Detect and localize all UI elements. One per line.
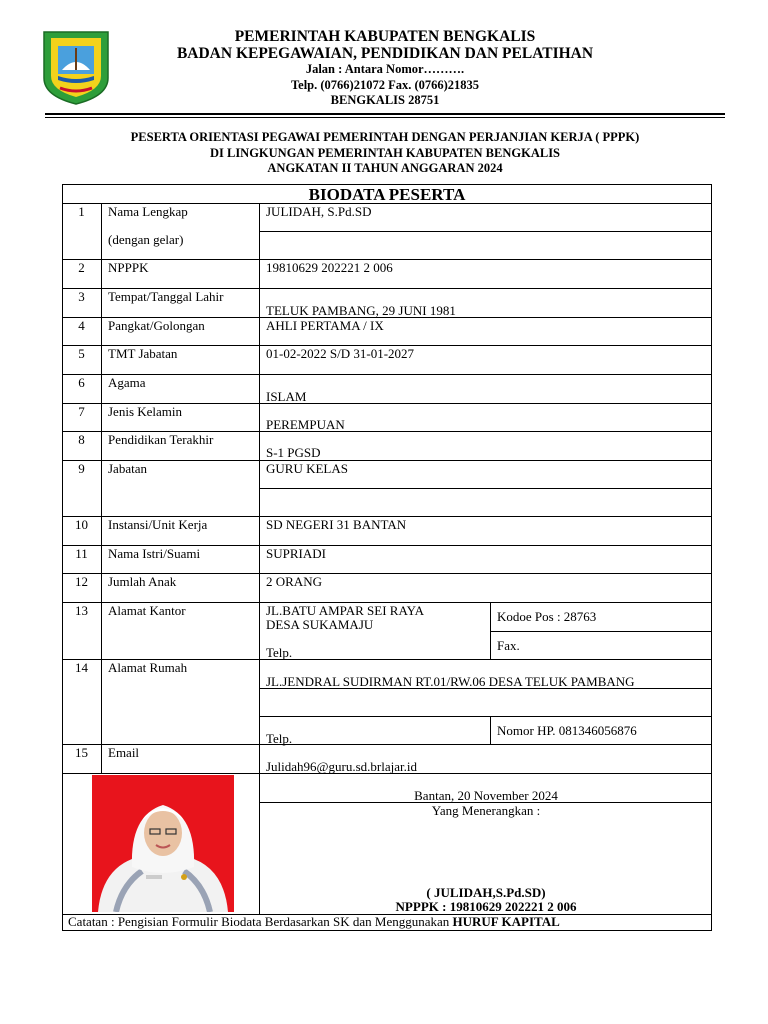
row-1-value: JULIDAH, S.Pd.SD [266, 204, 372, 219]
row-12-value: 2 ORANG [266, 574, 322, 589]
header-line-1: PEMERINTAH KABUPATEN BENGKALIS [234, 28, 536, 45]
row-1-label: Nama Lengkap [108, 204, 188, 219]
subtitle-line-1: PESERTA ORIENTASI PEGAWAI PEMERINTAH DENGAN PERJANJIAN KERJA ( PPPK) [130, 130, 640, 144]
signature-place-date: Bantan, 20 November 2024 [414, 788, 558, 803]
row-3-number: 3 [78, 289, 85, 304]
row-12-number: 12 [75, 574, 88, 589]
row-13-number: 13 [75, 603, 88, 618]
row-1-label-note: (dengan gelar) [108, 232, 184, 247]
row-12-label: Jumlah Anak [108, 574, 177, 589]
header-rule-thin [45, 117, 725, 118]
footer-note-text: Catatan : Pengisian Formulir Biodata Berdasarkan SK dan Menggunakan [68, 914, 453, 929]
signature-caption: Yang Menerangkan : [431, 803, 541, 818]
row-14-phone-number: Nomor HP. 081346056876 [497, 723, 637, 738]
row-13-postal-code: Kodoe Pos : 28763 [497, 609, 597, 624]
regency-logo [40, 30, 112, 106]
row-2-number: 2 [78, 260, 85, 275]
header-rule [45, 113, 725, 115]
row-3-value: TELUK PAMBANG, 29 JUNI 1981 [266, 303, 456, 318]
row-14-label: Alamat Rumah [108, 660, 188, 675]
signature-id: NPPPK : 19810629 202221 2 006 [395, 899, 577, 914]
row-5-number: 5 [78, 346, 85, 361]
participant-photo [92, 775, 234, 912]
row-6-label: Agama [108, 375, 146, 390]
row-4-label: Pangkat/Golongan [108, 318, 205, 333]
table-title: BIODATA PESERTA [308, 185, 466, 204]
row-9-value: GURU KELAS [266, 461, 348, 476]
row-1-number: 1 [78, 204, 85, 219]
row-7-label: Jenis Kelamin [108, 404, 183, 419]
row-13-telp: Telp. [266, 645, 293, 660]
row-7-number: 7 [78, 404, 85, 419]
row-15-label: Email [108, 745, 140, 760]
row-3-label: Tempat/Tanggal Lahir [108, 289, 224, 304]
row-14-telp: Telp. [266, 731, 293, 746]
row-11-value: SUPRIADI [266, 546, 326, 561]
row-5-value: 01-02-2022 S/D 31-01-2027 [266, 346, 415, 361]
header-city: BENGKALIS 28751 [330, 93, 440, 107]
row-8-number: 8 [78, 432, 85, 447]
row-6-number: 6 [78, 375, 85, 390]
row-9-label: Jabatan [108, 461, 147, 476]
header-phone: Telp. (0766)21072 Fax. (0766)21835 [290, 78, 480, 92]
row-13-fax: Fax. [497, 638, 520, 653]
subtitle-line-3: ANGKATAN II TAHUN ANGGARAN 2024 [267, 161, 503, 175]
header-address: Jalan : Antara Nomor………. [305, 62, 465, 76]
signature-name: ( JULIDAH,S.Pd.SD) [426, 885, 546, 900]
header-line-2: BADAN KEPEGAWAIAN, PENDIDIKAN DAN PELATIHAN [176, 45, 594, 62]
row-5-label: TMT Jabatan [108, 346, 178, 361]
footer-note-emphasis: HURUF KAPITAL [452, 914, 560, 929]
row-14-value: JL.JENDRAL SUDIRMAN RT.01/RW.06 DESA TELUK PAMBANG [266, 674, 635, 689]
row-4-value: AHLI PERTAMA / IX [266, 318, 384, 333]
row-13-value-line-2: DESA SUKAMAJU [266, 617, 374, 632]
row-6-value: ISLAM [266, 389, 307, 404]
row-15-value: Julidah96@guru.sd.brlajar.id [266, 759, 417, 774]
row-8-value: S-1 PGSD [266, 445, 321, 460]
row-4-number: 4 [78, 318, 85, 333]
row-7-value: PEREMPUAN [266, 417, 345, 432]
row-11-number: 11 [75, 546, 88, 561]
row-13-label: Alamat Kantor [108, 603, 186, 618]
row-14-number: 14 [75, 660, 88, 675]
row-10-number: 10 [75, 517, 88, 532]
row-10-label: Instansi/Unit Kerja [108, 517, 208, 532]
footer-note [68, 914, 560, 930]
row-8-label: Pendidikan Terakhir [108, 432, 214, 447]
row-10-value: SD NEGERI 31 BANTAN [266, 517, 407, 532]
row-15-number: 15 [75, 745, 88, 760]
subtitle-line-2: DI LINGKUNGAN PEMERINTAH KABUPATEN BENGKALIS [209, 146, 561, 160]
row-13-value-line-1: JL.BATU AMPAR SEI RAYA [266, 603, 424, 618]
row-9-number: 9 [78, 461, 85, 476]
row-2-value: 19810629 202221 2 006 [266, 260, 393, 275]
row-2-label: NPPPK [108, 260, 149, 275]
row-11-label: Nama Istri/Suami [108, 546, 201, 561]
